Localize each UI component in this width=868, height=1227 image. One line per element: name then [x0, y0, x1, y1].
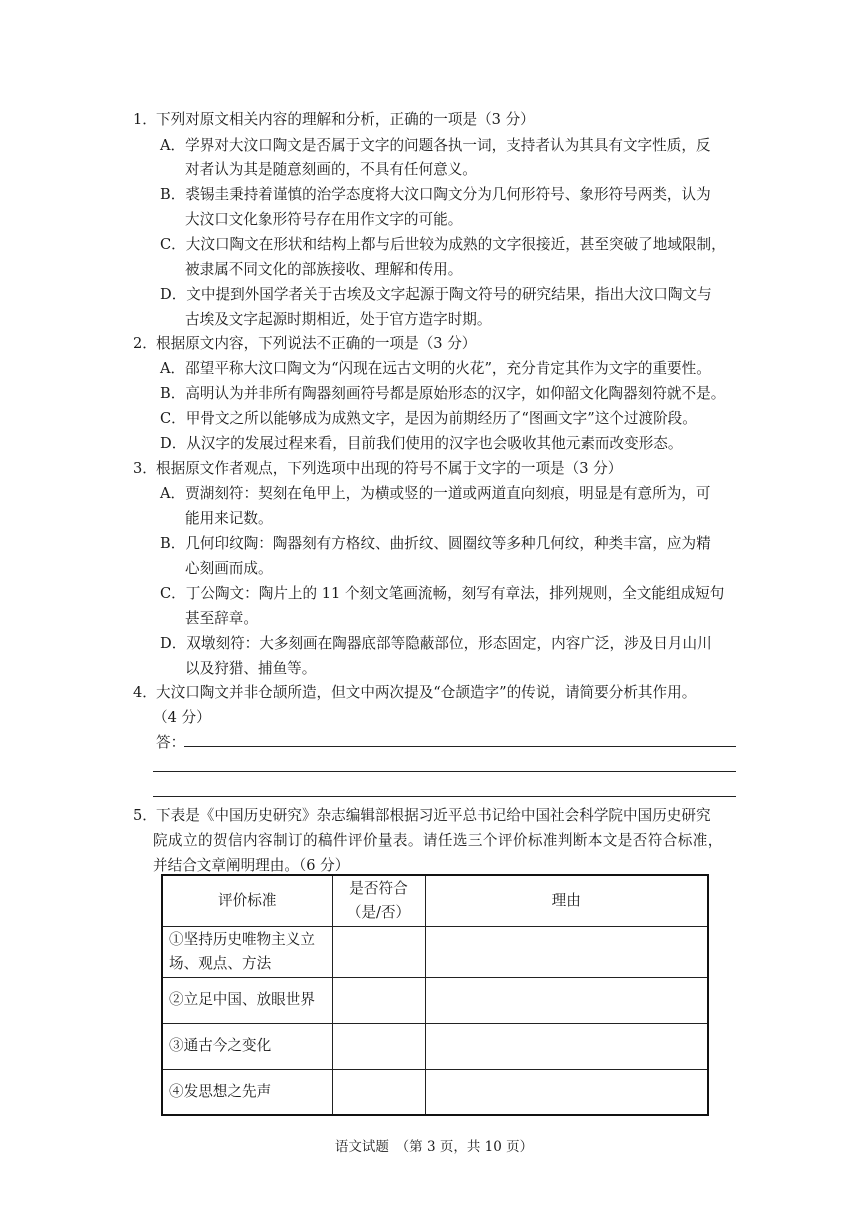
criteria-cell: ②立足中国、放眼世界 — [162, 977, 332, 1023]
q2-option-b: B．高明认为并非所有陶器刻画符号都是原始形态的汉字，如仰韶文化陶器刻符就不是。 — [160, 385, 726, 402]
table-row — [162, 1023, 708, 1069]
reason-cell[interactable] — [425, 926, 708, 977]
q5-stem-line2: 院成立的贺信内容制订的稿件评价量表。请任选三个评价标准判断本文是否符合标准， — [153, 832, 723, 849]
q2-option-d: D．从汉字的发展过程来看，目前我们使用的汉字也会吸收其他元素而改变形态。 — [160, 435, 683, 452]
q1-option-a-line1: A．学界对大汶口陶文是否属于文字的问题各执一词，支持者认为其具有文字性质，反 — [160, 137, 711, 154]
compliance-cell[interactable] — [332, 977, 425, 1023]
q4-stem-line2: （4 分） — [153, 709, 211, 726]
q1-option-d-line2: 古埃及文字起源时期相近，处于官方造字时期。 — [185, 311, 492, 328]
page-footer: 语文试题 （第 3 页，共 10 页） — [334, 1139, 534, 1155]
criteria-cell — [162, 926, 332, 977]
q1-option-a-line2: 对者认为其是随意刻画的，不具有任何意义。 — [185, 161, 477, 178]
criteria-cell: ④发思想之先声 — [162, 1069, 332, 1115]
q2-option-c: C．甲骨文之所以能够成为成熟文字，是因为前期经历了“图画文字”这个过渡阶段。 — [160, 410, 697, 427]
compliance-cell[interactable] — [332, 926, 425, 977]
q2-number: 2． — [133, 335, 157, 352]
q2-option-a: A．邵望平称大汶口陶文为“闪现在远古文明的火花”，充分肯定其作为文字的重要性。 — [160, 360, 711, 377]
q3-number: 3． — [133, 460, 157, 477]
header-compliance-line2: （是/否） — [346, 903, 411, 921]
q5-stem-line3: 并结合文章阐明理由。（6 分） — [153, 857, 350, 874]
header-compliance-line1: 是否符合 — [349, 879, 408, 897]
header-compliance — [332, 875, 425, 926]
reason-cell[interactable] — [425, 1069, 708, 1115]
q3-option-c-line2: 甚至辞章。 — [185, 610, 258, 627]
evaluation-rubric-table — [161, 874, 709, 1116]
q3-option-b-line2: 心刻画而成。 — [185, 560, 273, 577]
q1-option-c-line2: 被隶属不同文化的部族接收、理解和传用。 — [185, 261, 463, 278]
q1-option-b-line1: B．裘锡圭秉持着谨慎的治学态度将大汶口陶文分为几何形符号、象形符号两类，认为 — [160, 186, 711, 203]
header-criteria: 评价标准 — [162, 875, 332, 926]
criteria-line2: 场、观点、方法 — [169, 954, 272, 972]
answer-line-2[interactable] — [153, 771, 736, 772]
q4-stem-line1: 大汶口陶文并非仓颉所造，但文中两次提及“仓颉造字”的传说，请简要分析其作用。 — [156, 684, 697, 701]
q5-stem-line1: 下表是《中国历史研究》杂志编辑部根据习近平总书记给中国社会科学院中国历史研究 — [156, 807, 711, 824]
q1-option-d-line1: D．文中提到外国学者关于古埃及文字起源于陶文符号的研究结果，指出大汶口陶文与 — [160, 286, 712, 303]
q3-option-a-line1: A．贾湖刻符：契刻在龟甲上，为横或竖的一道或两道直向刻痕，明显是有意所为，可 — [160, 485, 711, 502]
answer-line-3[interactable] — [153, 796, 736, 797]
q3-option-d-line1: D．双墩刻符：大多刻画在陶器底部等隐蔽部位，形态固定，内容广泛，涉及日月山川 — [160, 635, 712, 652]
q1-option-b-line2: 大汶口文化象形符号存在用作文字的可能。 — [185, 211, 463, 228]
q5-number: 5． — [133, 807, 157, 824]
reason-cell[interactable] — [425, 1023, 708, 1069]
reason-cell[interactable] — [425, 977, 708, 1023]
criteria-line1: ①坚持历史唯物主义立 — [169, 930, 315, 948]
q4-number: 4． — [133, 684, 157, 701]
q3-option-c-line1: C．丁公陶文：陶片上的 11 个刻文笔画流畅，刻写有章法，排列规则，全文能组成短句 — [160, 585, 725, 602]
q4-answer-label: 答： — [156, 734, 186, 751]
table-row — [162, 926, 708, 977]
table-row — [162, 1069, 708, 1115]
q1-number: 1． — [133, 111, 157, 128]
table-row — [162, 977, 708, 1023]
header-reason: 理由 — [425, 875, 708, 926]
criteria-cell: ③通古今之变化 — [162, 1023, 332, 1069]
q3-stem: 根据原文作者观点，下列选项中出现的符号不属于文字的一项是（3 分） — [156, 460, 623, 477]
q3-option-d-line2: 以及狩猎、捕鱼等。 — [185, 660, 317, 677]
compliance-cell[interactable] — [332, 1069, 425, 1115]
q1-stem: 下列对原文相关内容的理解和分析，正确的一项是（3 分） — [156, 111, 535, 128]
answer-line-1[interactable] — [184, 746, 736, 747]
compliance-cell[interactable] — [332, 1023, 425, 1069]
q1-option-c-line1: C．大汶口陶文在形状和结构上都与后世较为成熟的文字很接近，甚至突破了地域限制， — [160, 236, 726, 253]
table-header-row — [162, 875, 708, 926]
q2-stem: 根据原文内容，下列说法不正确的一项是（3 分） — [156, 335, 477, 352]
q3-option-b-line1: B．几何印纹陶：陶器刻有方格纹、曲折纹、圆圈纹等多种几何纹，种类丰富，应为精 — [160, 535, 711, 552]
q3-option-a-line2: 能用来记数。 — [185, 510, 273, 527]
